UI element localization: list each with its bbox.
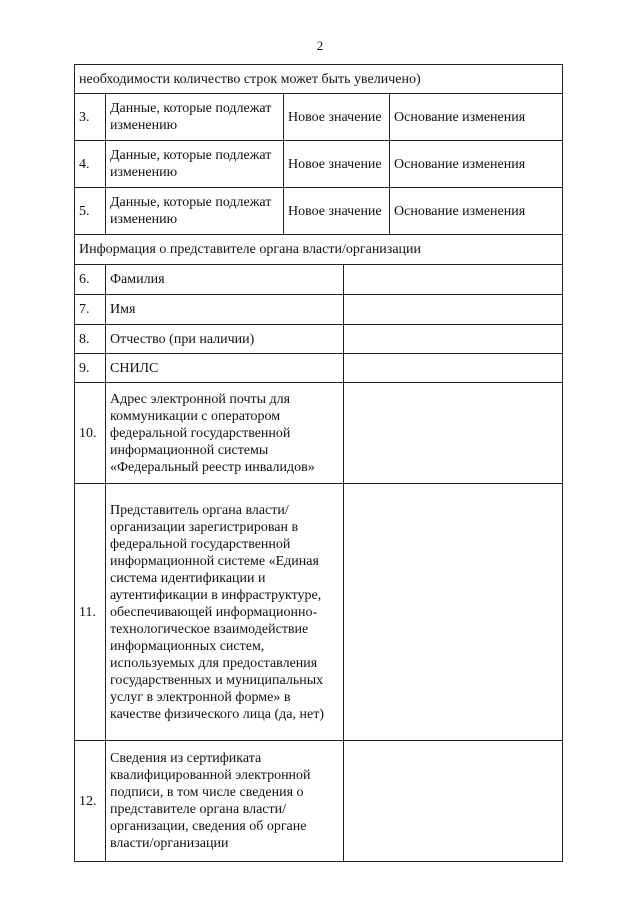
intro-text: необходимости количество строк может быть увеличено) [75,65,563,94]
table-row-patronymic [75,325,563,354]
application-form-table [74,64,563,862]
row-number: 12. [75,741,106,862]
section-header: Информация о представителе органа власти/организации [75,235,563,265]
patronymic-value-cell[interactable] [344,325,563,354]
table-row-email [75,383,563,484]
snils-value-cell[interactable] [344,354,563,383]
email-value-cell[interactable] [344,383,563,484]
new-value-label: Новое значение [284,188,390,235]
row-number: 11. [75,484,106,741]
surname-label: Фамилия [106,265,344,295]
table-row-surname [75,265,563,295]
page-number: 2 [316,38,324,53]
table-row-snils [75,354,563,383]
row-number: 8. [75,325,106,354]
new-value-label: Новое значение [284,94,390,141]
table-row-section-header [75,235,563,265]
table-row-change-4 [75,141,563,188]
table-row-change-5 [75,188,563,235]
new-value-label: Новое значение [284,141,390,188]
table-row-esia-registration [75,484,563,741]
field-to-change-label: Данные, которые подлежат изменению [106,188,284,235]
row-number: 10. [75,383,106,484]
esia-registration-label: Представитель органа власти/организации зарегистрирован в федеральной государственной информационной системе «Единая система идентификации и аутентификации в инфраструктуре, обеспечивающей информационно-технологическое взаимодействие информационных систем, используемых для предоставления государственных и муниципальных услуг в электронной форме» в качестве физического лица (да, нет) [106,484,344,741]
name-label: Имя [106,295,344,325]
row-number: 3. [75,94,106,141]
certificate-info-label: Сведения из сертификата квалифицированной электронной подписи, в том числе сведения о представителе органа власти/организации, сведения об органе власти/организации [106,741,344,862]
row-number: 4. [75,141,106,188]
table-row-name [75,295,563,325]
email-label: Адрес электронной почты для коммуникации с оператором федеральной государственной информационной системы «Федеральный реестр инвалидов» [106,383,344,484]
esia-registration-value-cell[interactable] [344,484,563,741]
change-reason-label: Основание изменения [390,94,563,141]
row-number: 7. [75,295,106,325]
field-to-change-label: Данные, которые подлежат изменению [106,94,284,141]
row-number: 6. [75,265,106,295]
snils-label: СНИЛС [106,354,344,383]
field-to-change-label: Данные, которые подлежат изменению [106,141,284,188]
row-number: 5. [75,188,106,235]
table-row-change-3 [75,94,563,141]
surname-value-cell[interactable] [344,265,563,295]
name-value-cell[interactable] [344,295,563,325]
patronymic-label: Отчество (при наличии) [106,325,344,354]
row-number: 9. [75,354,106,383]
table-row-certificate [75,741,563,862]
change-reason-label: Основание изменения [390,141,563,188]
change-reason-label: Основание изменения [390,188,563,235]
table-row-intro [75,65,563,94]
certificate-info-value-cell[interactable] [344,741,563,862]
